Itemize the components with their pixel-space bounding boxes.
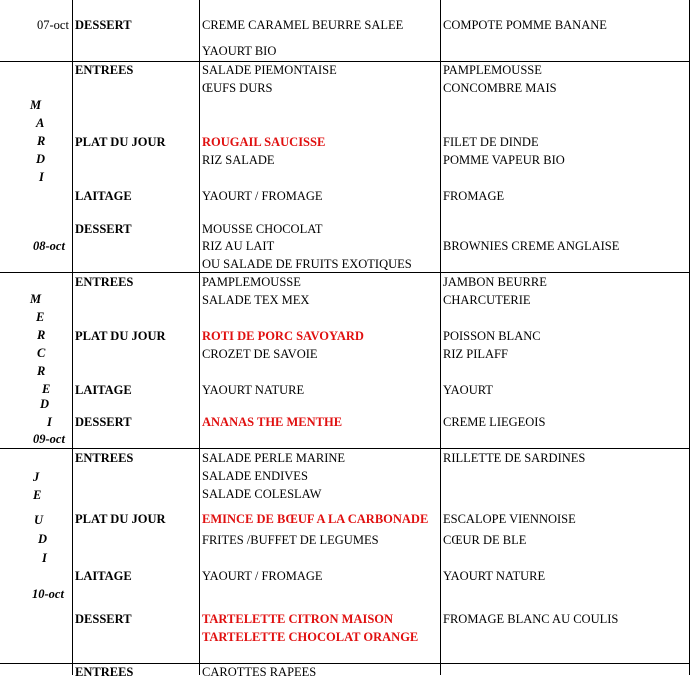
menu-item-highlight: TARTELETTE CITRON MAISON	[202, 612, 394, 626]
column-divider	[440, 0, 441, 675]
menu-item-alt: YAOURT	[443, 383, 493, 397]
day-date: 07-oct	[37, 18, 69, 32]
menu-item: SALADE TEX MEX	[202, 293, 310, 307]
menu-item-alt: ESCALOPE VIENNOISE	[443, 512, 576, 526]
menu-item-highlight: TARTELETTE CHOCOLAT ORANGE	[202, 630, 419, 644]
menu-item: YAOURT / FROMAGE	[202, 189, 323, 203]
menu-item-alt: CŒUR DE BLE	[443, 533, 527, 547]
menu-item-highlight: ROTI DE PORC SAVOYARD	[202, 329, 364, 343]
category-dessert: DESSERT	[75, 222, 132, 236]
row-divider	[0, 272, 690, 273]
menu-item: YAOURT / FROMAGE	[202, 569, 323, 583]
menu-item: YAOURT NATURE	[202, 383, 305, 397]
category-entrees: ENTREES	[75, 665, 134, 679]
day-date: 08-oct	[33, 239, 65, 253]
menu-item: ŒUFS DURS	[202, 81, 273, 95]
category-dessert: DESSERT	[75, 415, 132, 429]
menu-item-alt: FILET DE DINDE	[443, 135, 539, 149]
day-letter: D	[40, 397, 50, 411]
day-letter: M	[30, 98, 42, 112]
menu-item-alt: POMME VAPEUR BIO	[443, 153, 565, 167]
day-letter: D	[38, 532, 48, 546]
menu-item-alt: YAOURT NATURE	[443, 569, 546, 583]
menu-item-alt: PAMPLEMOUSSE	[443, 63, 542, 77]
menu-item: OU SALADE DE FRUITS EXOTIQUES	[202, 257, 412, 271]
menu-item: SALADE PIEMONTAISE	[202, 63, 337, 77]
day-letter: I	[47, 415, 52, 429]
day-letter: M	[30, 292, 42, 306]
menu-item-alt: FROMAGE BLANC AU COULIS	[443, 612, 619, 626]
menu-item-alt: CHARCUTERIE	[443, 293, 531, 307]
row-divider	[0, 448, 690, 449]
day-letter: R	[37, 328, 46, 342]
menu-item: CREME CARAMEL BEURRE SALEE	[202, 18, 404, 32]
menu-item-highlight: ROUGAIL SAUCISSE	[202, 135, 326, 149]
category-dessert: DESSERT	[75, 612, 132, 626]
menu-item: PAMPLEMOUSSE	[202, 275, 301, 289]
menu-item: SALADE COLESLAW	[202, 487, 322, 501]
category-entrees: ENTREES	[75, 63, 134, 77]
category-plat-du-jour: PLAT DU JOUR	[75, 329, 166, 343]
category-laitage: LAITAGE	[75, 569, 132, 583]
menu-item-alt: BROWNIES CREME ANGLAISE	[443, 239, 620, 253]
category-laitage: LAITAGE	[75, 189, 132, 203]
menu-item-highlight: EMINCE DE BŒUF A LA CARBONADE	[202, 512, 429, 526]
menu-item-alt: CREME LIEGEOIS	[443, 415, 546, 429]
category-laitage: LAITAGE	[75, 383, 132, 397]
day-letter: I	[42, 551, 47, 565]
column-divider	[72, 0, 73, 675]
category-plat-du-jour: PLAT DU JOUR	[75, 512, 166, 526]
menu-item: CROZET DE SAVOIE	[202, 347, 318, 361]
menu-item-alt: COMPOTE POMME BANANE	[443, 18, 607, 32]
day-letter: D	[36, 152, 46, 166]
menu-item: YAOURT BIO	[202, 44, 277, 58]
day-letter: R	[37, 134, 46, 148]
menu-item: SALADE PERLE MARINE	[202, 451, 346, 465]
day-date: 09-oct	[33, 432, 65, 446]
menu-item: MOUSSE CHOCOLAT	[202, 222, 323, 236]
column-divider	[199, 0, 200, 675]
day-letter: E	[36, 310, 45, 324]
day-letter: R	[37, 364, 46, 378]
menu-item-alt: RIZ PILAFF	[443, 347, 508, 361]
category-dessert: DESSERT	[75, 18, 132, 32]
day-letter: E	[42, 382, 51, 396]
menu-item: CAROTTES RAPEES	[202, 665, 317, 679]
category-plat-du-jour: PLAT DU JOUR	[75, 135, 166, 149]
menu-item-alt: JAMBON BEURRE	[443, 275, 547, 289]
menu-item-alt: CONCOMBRE MAIS	[443, 81, 557, 95]
menu-item: SALADE ENDIVES	[202, 469, 308, 483]
menu-item-alt: RILLETTE DE SARDINES	[443, 451, 586, 465]
day-letter: E	[33, 488, 42, 502]
menu-item-alt: FROMAGE	[443, 189, 505, 203]
day-date: 10-oct	[32, 587, 64, 601]
category-entrees: ENTREES	[75, 451, 134, 465]
day-letter: J	[33, 470, 40, 484]
day-letter: C	[37, 346, 46, 360]
menu-item: RIZ SALADE	[202, 153, 275, 167]
menu-item-highlight: ANANAS THE MENTHE	[202, 415, 343, 429]
menu-item: FRITES /BUFFET DE LEGUMES	[202, 533, 379, 547]
menu-item-alt: POISSON BLANC	[443, 329, 541, 343]
row-divider	[0, 663, 690, 664]
category-entrees: ENTREES	[75, 275, 134, 289]
day-letter: A	[36, 116, 45, 130]
row-divider	[0, 61, 690, 62]
day-letter: I	[39, 170, 44, 184]
menu-item: RIZ AU LAIT	[202, 239, 275, 253]
day-letter: U	[34, 513, 44, 527]
